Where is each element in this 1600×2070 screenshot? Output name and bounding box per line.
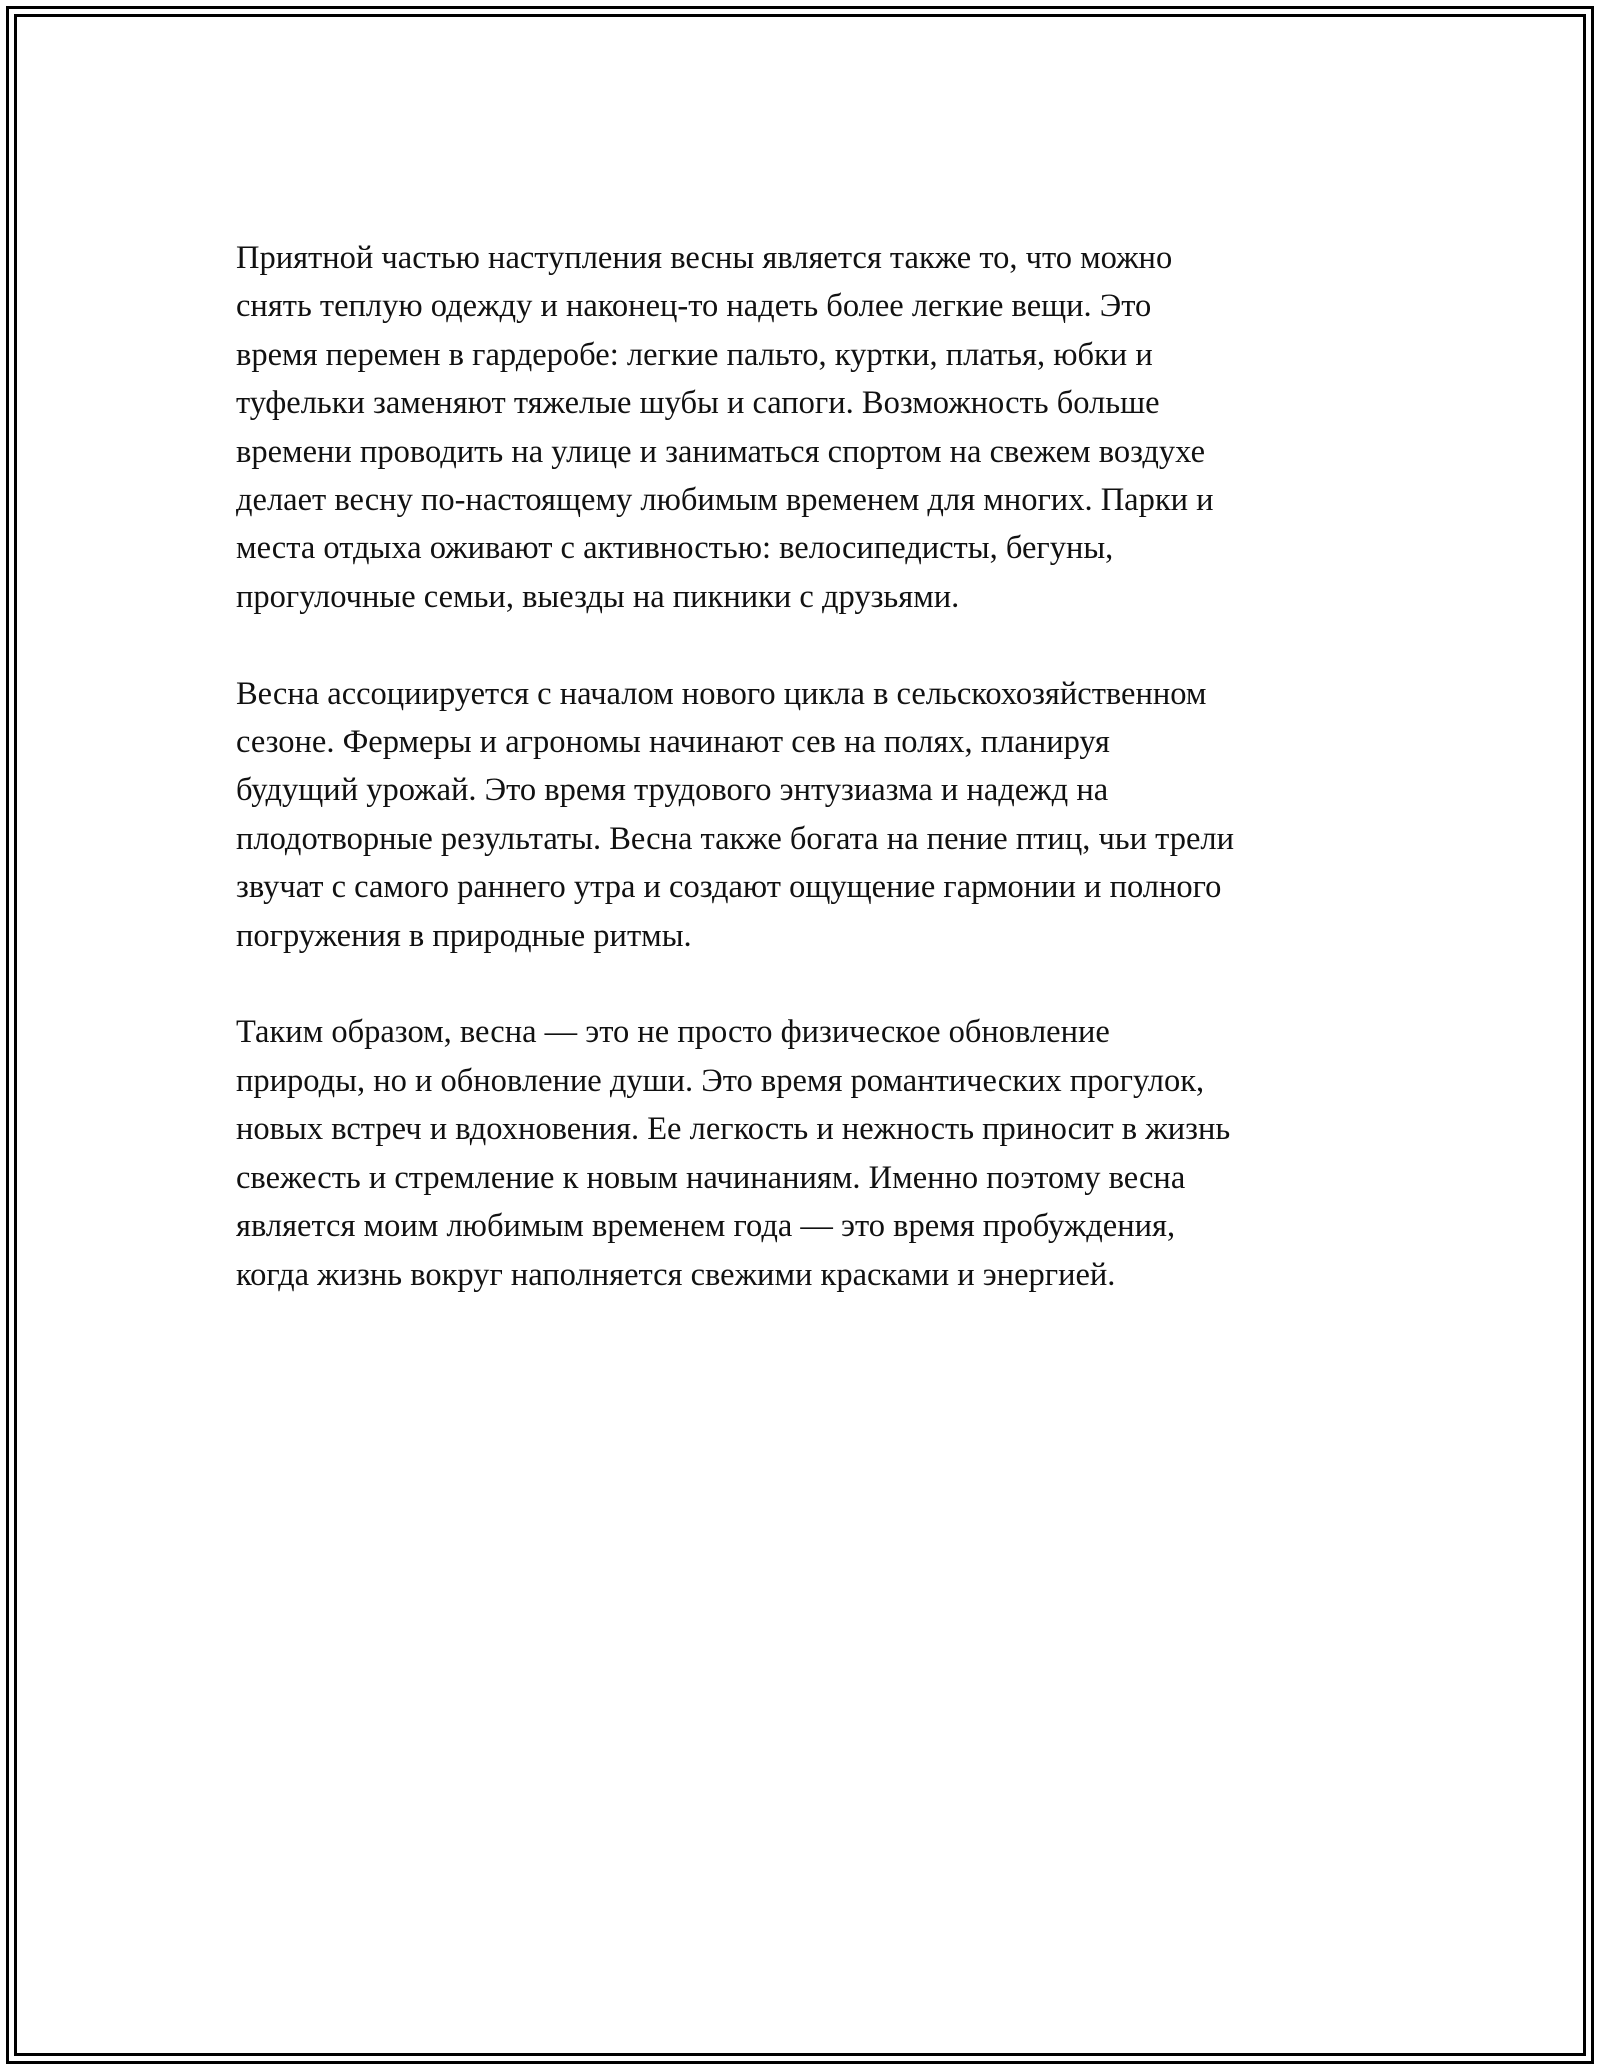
text-line: звучат с самого раннего утра и создают ощущение гармонии и полного xyxy=(236,869,1222,906)
text-line: прогулочные семьи, выезды на пикники с друзьями. xyxy=(236,578,960,615)
text-line: является моим любимым временем года — это время пробуждения, xyxy=(236,1208,1176,1245)
text-line: плодотворные результаты. Весна также богата на пение птиц, чьи трели xyxy=(236,820,1235,857)
text-line: туфельки заменяют тяжелые шубы и сапоги. Возможность больше xyxy=(236,385,1160,422)
text-line: новых встреч и вдохновения. Ее легкость и нежность приносит в жизнь xyxy=(236,1111,1231,1148)
text-line: когда жизнь вокруг наполняется свежими красками и энергией. xyxy=(236,1256,1116,1293)
text-line: делает весну по-настоящему любимым временем для многих. Парки и xyxy=(236,482,1214,519)
text-line: Таким образом, весна — это не просто физическое обновление xyxy=(236,1014,1110,1051)
text-line: места отдыха оживают с активностью: велосипедисты, бегуны, xyxy=(236,530,1114,567)
text-line: снять теплую одежду и наконец-то надеть более легкие вещи. Это xyxy=(236,288,1152,325)
paragraph-2 xyxy=(236,670,1376,960)
text-line: Приятной частью наступления весны является также то, что можно xyxy=(236,240,1173,276)
text-line: Весна ассоциируется с началом нового цикла в сельскохозяйственном xyxy=(236,675,1207,712)
document-body xyxy=(236,234,1376,1347)
text-line: природы, но и обновление души. Это время романтических прогулок, xyxy=(236,1062,1205,1099)
text-line: сезоне. Фермеры и агрономы начинают сев на полях, планируя xyxy=(236,724,1110,761)
text-line: погружения в природные ритмы. xyxy=(236,917,692,954)
text-line: будущий урожай. Это время трудового энтузиазма и надежд на xyxy=(236,772,1109,809)
text-line: свежесть и стремление к новым начинаниям. Именно поэтому весна xyxy=(236,1159,1186,1196)
paragraph-3 xyxy=(236,1008,1376,1298)
text-line: время перемен в гардеробе: легкие пальто, куртки, платья, юбки и xyxy=(236,336,1153,373)
paragraph-1 xyxy=(236,234,1376,621)
text-line: времени проводить на улице и заниматься спортом на свежем воздухе xyxy=(236,433,1206,470)
